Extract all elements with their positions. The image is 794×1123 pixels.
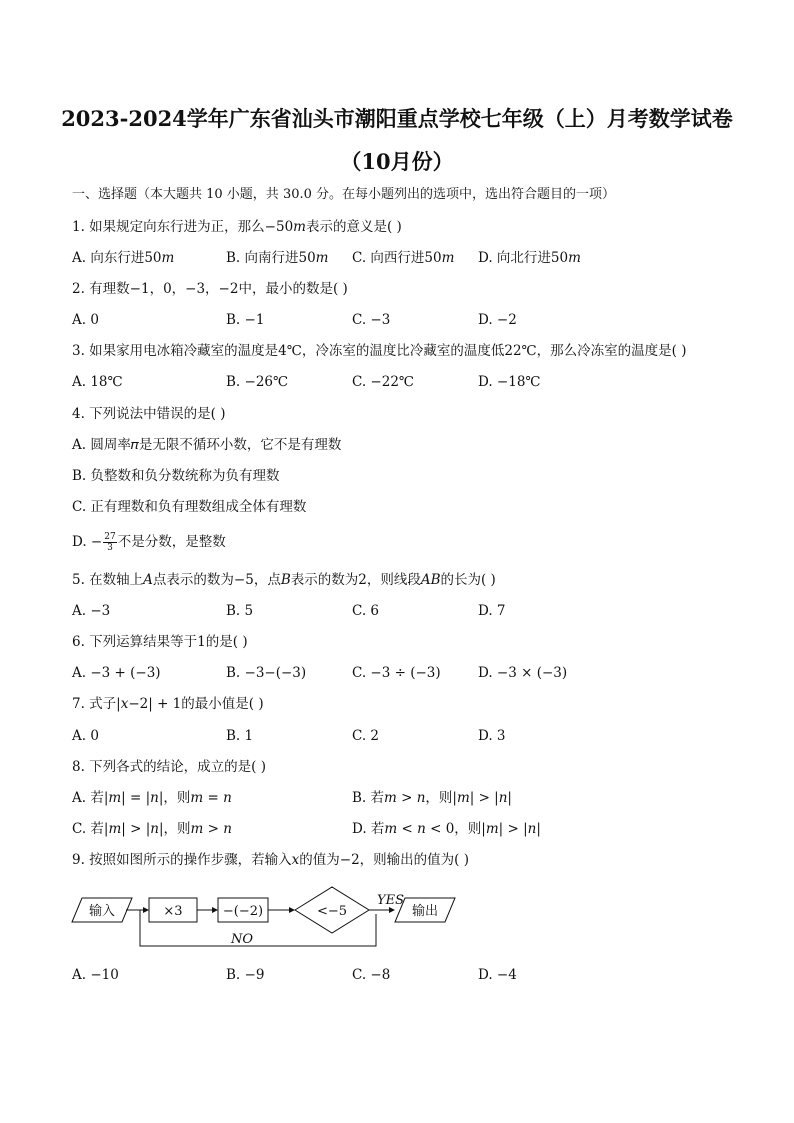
q8-option-a: A. 若|𝑚| = |𝑛|，则𝑚 = 𝑛 bbox=[72, 790, 232, 806]
q2-option-c: C. −3 bbox=[352, 312, 391, 328]
q8-option-c: C. 若|𝑚| > |𝑛|，则𝑚 > 𝑛 bbox=[72, 821, 232, 837]
q3-option-c: C. −22℃ bbox=[352, 374, 415, 390]
title-line-2: （10月份） bbox=[340, 149, 454, 174]
q7-option-a: A. 0 bbox=[72, 728, 99, 744]
q6-option-a: A. −3 + (−3) bbox=[72, 665, 161, 681]
q4-option-c: C. 正有理数和负有理数组成全体有理数 bbox=[72, 499, 307, 515]
q4-option-d-prefix: D. − bbox=[72, 534, 103, 550]
q3-option-d: D. −18℃ bbox=[478, 374, 541, 390]
q2-option-d: D. −2 bbox=[478, 312, 517, 328]
q1-option-a: A. 向东行进50𝑚 bbox=[72, 250, 175, 266]
q4-option-a: A. 圆周率𝜋是无限不循环小数，它不是有理数 bbox=[72, 437, 342, 453]
q3-option-b: B. −26℃ bbox=[226, 374, 289, 390]
q9-option-c: C. −8 bbox=[352, 967, 391, 983]
q6-option-d: D. −3 × (−3) bbox=[478, 665, 568, 681]
q5-option-b: B. 5 bbox=[226, 603, 254, 619]
q4-option-b: B. 负整数和负分数统称为负有理数 bbox=[72, 468, 280, 484]
q4-option-d-suffix: 不是分数，是整数 bbox=[117, 534, 226, 550]
q8-stem: 8. 下列各式的结论，成立的是( ) bbox=[72, 759, 266, 775]
q7-option-d: D. 3 bbox=[478, 728, 506, 744]
title-line-1: 2023-2024学年广东省汕头市潮阳重点学校七年级（上）月考数学试卷 bbox=[61, 106, 733, 131]
q6-option-b: B. −3−(−3) bbox=[226, 665, 307, 681]
flow-output-label: 输出 bbox=[411, 904, 439, 919]
q5-option-d: D. 7 bbox=[478, 603, 506, 619]
q1-option-b: B. 向南行进50𝑚 bbox=[226, 250, 329, 266]
flow-no-label: NO bbox=[230, 932, 254, 947]
flow-condition-label: <−5 bbox=[316, 904, 348, 919]
q4-fraction-denominator: 3 bbox=[107, 543, 113, 553]
q1-option-d: D. 向北行进50𝑚 bbox=[478, 250, 581, 266]
q4-fraction-numerator: 27 bbox=[104, 532, 116, 542]
q9-flowchart bbox=[70, 880, 470, 950]
q8-option-d: D. 若𝑚 < 𝑛 < 0，则|𝑚| > |𝑛| bbox=[352, 821, 541, 837]
q2-option-a: A. 0 bbox=[72, 312, 99, 328]
q1-stem: 1. 如果规定向东行进为正，那么−50𝑚表示的意义是( ) bbox=[72, 219, 402, 235]
q1-option-c: C. 向西行进50𝑚 bbox=[352, 250, 455, 266]
flow-arrowhead-2 bbox=[212, 907, 218, 913]
q9-option-b: B. −9 bbox=[226, 967, 265, 983]
q5-option-a: A. −3 bbox=[72, 603, 111, 619]
q4-fraction bbox=[103, 532, 116, 553]
q9-option-a: A. −10 bbox=[72, 967, 119, 983]
q3-option-a: A. 18℃ bbox=[72, 374, 123, 390]
flow-input-label: 输入 bbox=[88, 904, 116, 919]
flow-subtract-label: −(−2) bbox=[222, 904, 264, 919]
q4-option-d bbox=[72, 532, 226, 553]
q9-stem: 9. 按照如图所示的操作步骤，若输入𝑥的值为−2，则输出的值为( ) bbox=[72, 852, 470, 868]
q3-stem: 3. 如果家用电冰箱冷藏室的温度是4℃，冷冻室的温度比冷藏室的温度低22℃，那么冷冻室的温度是( ) bbox=[72, 343, 687, 359]
q7-stem: 7. 式子|𝑥−2| + 1的最小值是( ) bbox=[72, 696, 264, 712]
q6-stem: 6. 下列运算结果等于1的是( ) bbox=[72, 634, 248, 650]
q7-option-c: C. 2 bbox=[352, 728, 380, 744]
flow-multiply-label: ×3 bbox=[163, 904, 183, 919]
section-heading: 一、选择题（本大题共 10 小题，共 30.0 分。在每小题列出的选项中，选出符合题目的一项） bbox=[72, 187, 616, 202]
q7-option-b: B. 1 bbox=[226, 728, 254, 744]
q5-option-c: C. 6 bbox=[352, 603, 380, 619]
q2-stem: 2. 有理数−1，0，−3，−2中，最小的数是( ) bbox=[72, 281, 348, 297]
q6-option-c: C. −3 ÷ (−3) bbox=[352, 665, 441, 681]
q8-option-b: B. 若𝑚 > 𝑛，则|𝑚| > |𝑛| bbox=[352, 790, 512, 806]
q2-option-b: B. −1 bbox=[226, 312, 265, 328]
q5-stem: 5. 在数轴上𝐴点表示的数为−5，点𝐵表示的数为2，则线段𝐴𝐵的长为( ) bbox=[72, 572, 496, 588]
q9-option-d: D. −4 bbox=[478, 967, 517, 983]
flow-yes-label: YES bbox=[377, 893, 404, 908]
q4-stem: 4. 下列说法中错误的是( ) bbox=[72, 406, 226, 422]
